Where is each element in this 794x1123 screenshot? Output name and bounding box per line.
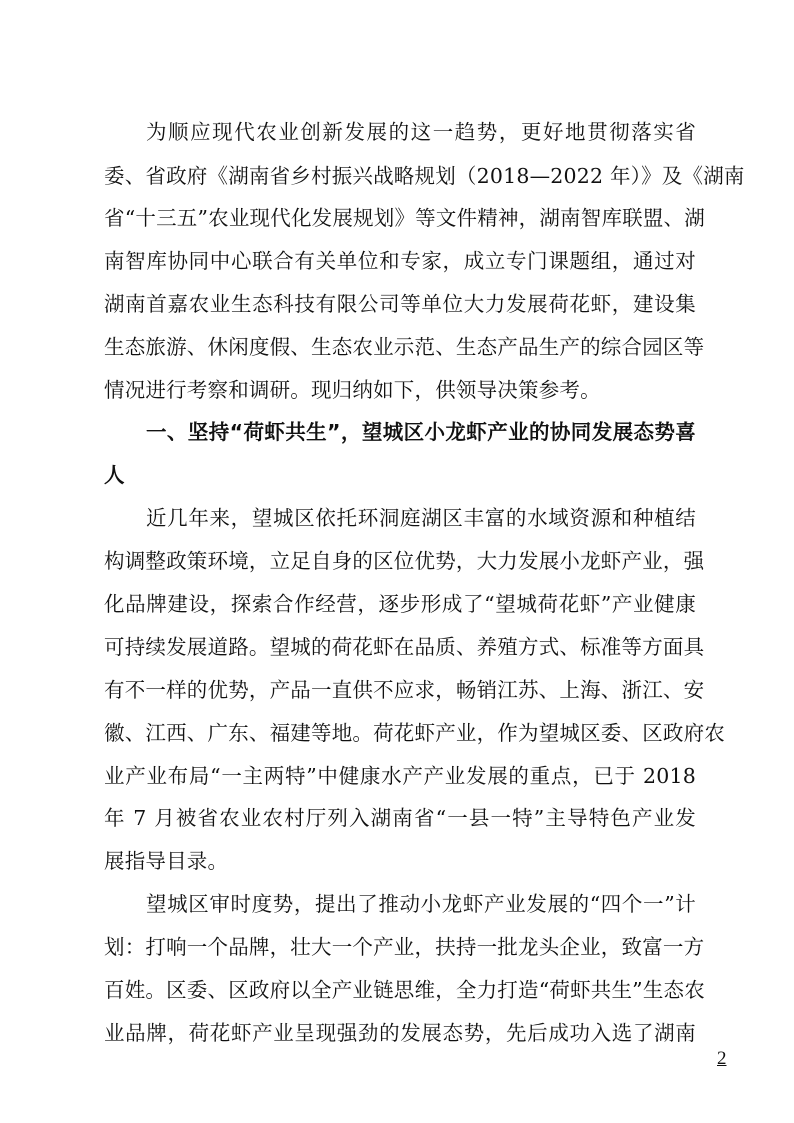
paragraph-1-line-1: 为顺应现代农业创新发展的这一趋势，更好地贯彻落实省: [146, 120, 696, 144]
paragraph-1-line-7: 情况进行考察和调研。现归纳如下，供领导决策参考。: [104, 378, 601, 402]
paragraph-1-line-2: 委、省政府《湖南省乡村振兴战略规划（2018—2022 年）》及《湖南: [104, 164, 745, 188]
paragraph-3-line-1: 望城区审时度势，提出了推动小龙虾产业发展的“四个一”计: [146, 892, 696, 916]
paragraph-1-line-6: 生态旅游、休闲度假、生态农业示范、生态产品生产的综合园区等: [104, 335, 705, 359]
paragraph-2-line-5: 有不一样的优势，产品一直供不应求，畅销江苏、上海、浙江、安: [104, 678, 705, 702]
paragraph-2-line-8: 年 7 月被省农业农村厅列入湖南省“一县一特”主导特色产业发: [104, 806, 696, 830]
paragraph-2-line-6: 徽、江西、广东、福建等地。荷花虾产业，作为望城区委、区政府农: [104, 721, 725, 745]
paragraph-2-line-4: 可持续发展道路。望城的荷花虾在品质、养殖方式、标准等方面具: [104, 635, 705, 659]
paragraph-2-line-1: 近几年来，望城区依托环洞庭湖区丰富的水域资源和种植结: [146, 506, 696, 530]
page-number: 2: [717, 1048, 727, 1069]
paragraph-2-line-7: 业产业布局“一主两特”中健康水产产业发展的重点，已于 2018: [104, 764, 696, 788]
paragraph-1-line-3: 省“十三五”农业现代化发展规划》等文件精神，湖南智库联盟、湖: [104, 206, 705, 230]
paragraph-2-line-2: 构调整政策环境，立足自身的区位优势，大力发展小龙虾产业，强: [104, 549, 705, 573]
section-heading-line-1: 一、坚持“荷虾共生”，望城区小龙虾产业的协同发展态势喜: [146, 420, 696, 444]
paragraph-3-line-2: 划：打响一个品牌，壮大一个产业，扶持一批龙头企业，致富一方: [104, 935, 705, 959]
section-heading-line-2: 人: [104, 463, 125, 487]
paragraph-1-line-5: 湖南首嘉农业生态科技有限公司等单位大力发展荷花虾，建设集: [104, 292, 696, 316]
paragraph-1-line-4: 南智库协同中心联合有关单位和专家，成立专门课题组，通过对: [104, 249, 696, 273]
paragraph-3-line-4: 业品牌，荷花虾产业呈现强劲的发展态势，先后成功入选了湖南: [104, 1021, 696, 1045]
paragraph-2-line-9: 展指导目录。: [104, 849, 229, 873]
paragraph-2-line-3: 化品牌建设，探索合作经营，逐步形成了“望城荷花虾”产业健康: [104, 592, 696, 616]
paragraph-3-line-3: 百姓。区委、区政府以全产业链思维，全力打造“荷虾共生”生态农: [104, 978, 705, 1002]
